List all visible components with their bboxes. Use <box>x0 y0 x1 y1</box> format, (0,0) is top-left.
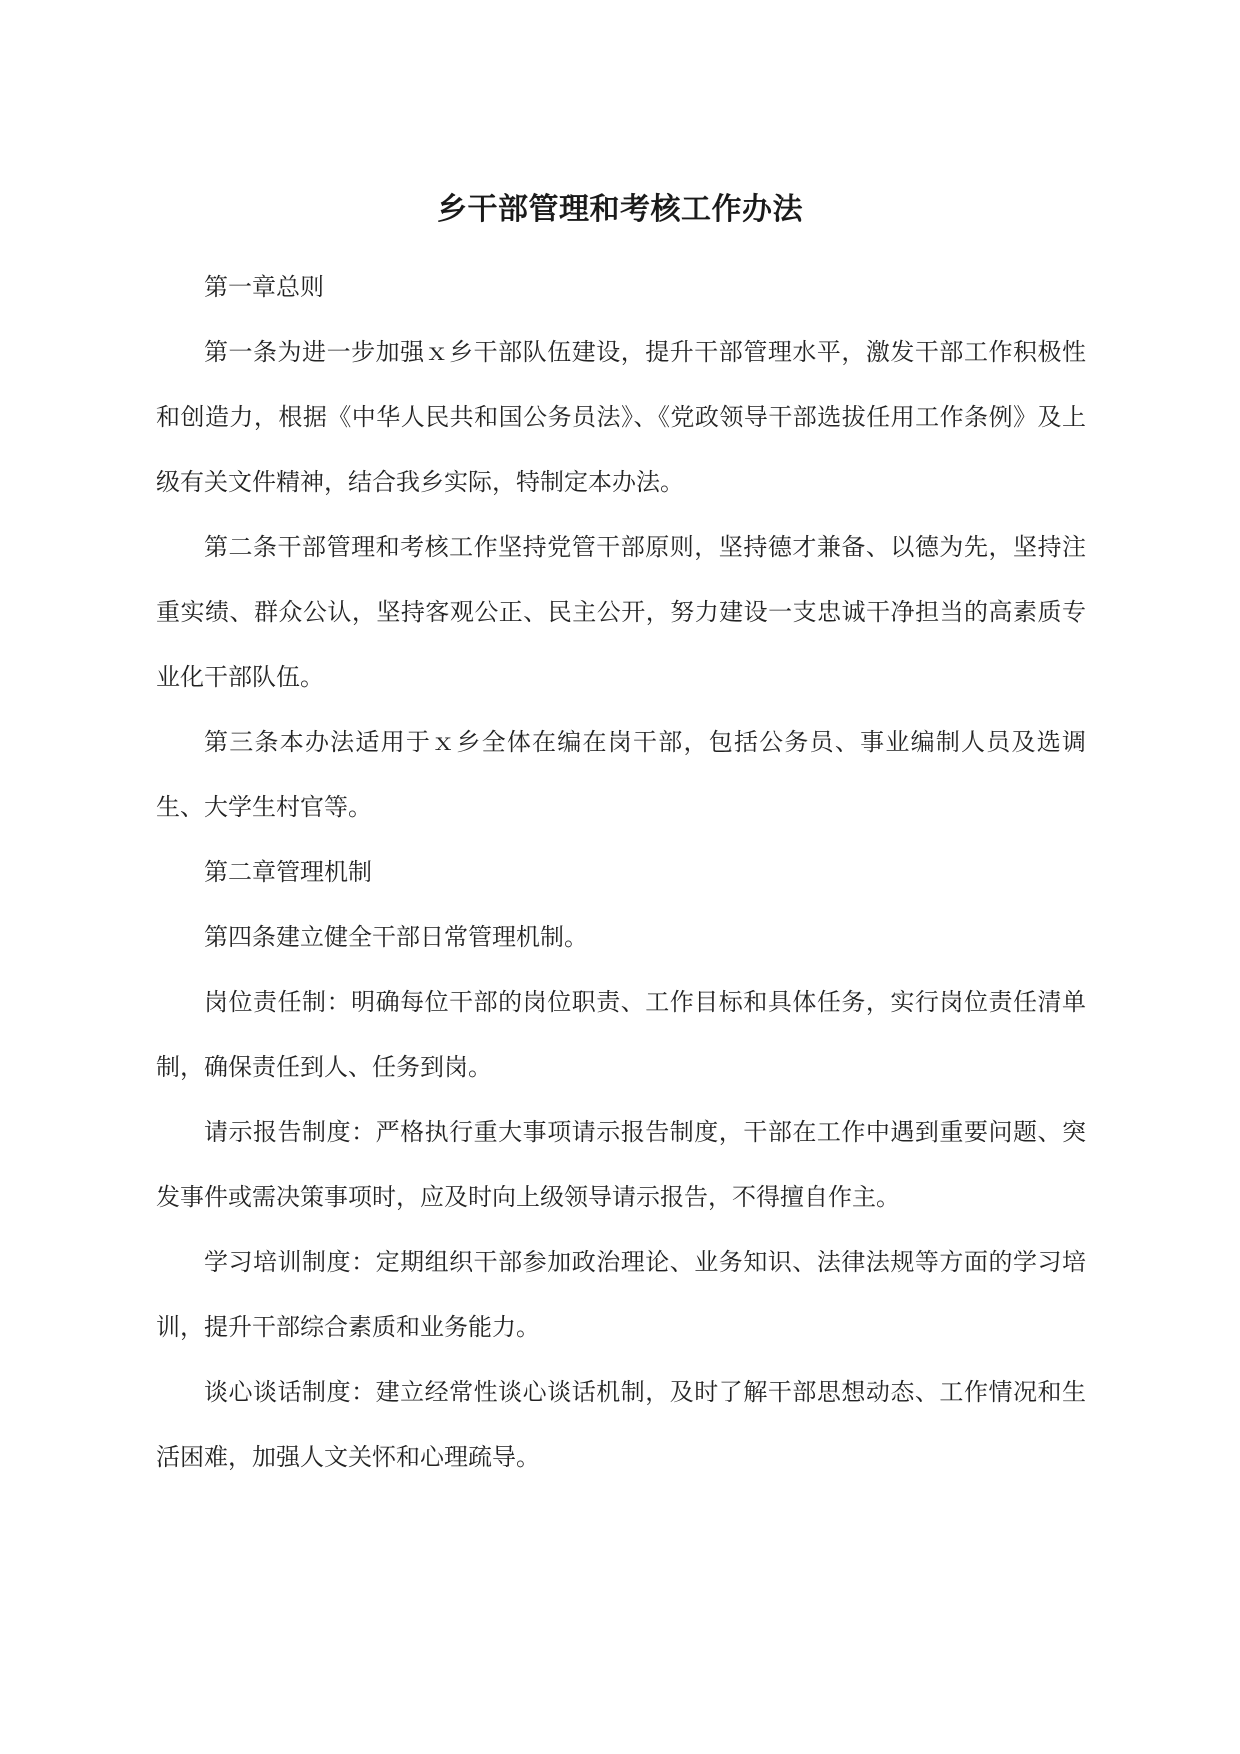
training-system-paragraph: 学习培训制度：定期组织干部参加政治理论、业务知识、法律法规等方面的学习培训，提升干部综合素质和业务能力。 <box>156 1248 1086 1341</box>
article-3-paragraph: 第三条本办法适用于ｘ乡全体在编在岗干部，包括公务员、事业编制人员及选调生、大学生村官等。 <box>156 728 1086 821</box>
article-1-paragraph: 第一条为进一步加强ｘ乡干部队伍建设，提升干部管理水平，激发干部工作积极性和创造力，根据《中华人民共和国公务员法》、《党政领导干部选拔任用工作条例》及上级有关文件精神，结合我乡实际，特制定本办法。 <box>156 338 1086 496</box>
chapter-heading-management: 第二章管理机制 <box>204 858 372 886</box>
article-4-paragraph: 第四条建立健全干部日常管理机制。 <box>204 923 588 951</box>
article-2-paragraph: 第二条干部管理和考核工作坚持党管干部原则，坚持德才兼备、以德为先，坚持注重实绩、群众公认，坚持客观公正、民主公开，努力建设一支忠诚干净担当的高素质专业化干部队伍。 <box>156 533 1086 691</box>
job-responsibility-paragraph: 岗位责任制：明确每位干部的岗位职责、工作目标和具体任务，实行岗位责任清单制，确保责任到人、任务到岗。 <box>156 988 1086 1081</box>
document-title: 乡干部管理和考核工作办法 <box>437 192 803 227</box>
talk-system-paragraph: 谈心谈话制度：建立经常性谈心谈话机制，及时了解干部思想动态、工作情况和生活困难，加强人文关怀和心理疏导。 <box>156 1378 1086 1471</box>
reporting-system-paragraph: 请示报告制度：严格执行重大事项请示报告制度，干部在工作中遇到重要问题、突发事件或需决策事项时，应及时向上级领导请示报告，不得擅自作主。 <box>156 1118 1086 1211</box>
chapter-heading-general: 第一章总则 <box>204 273 324 301</box>
document-body <box>156 255 1086 1490</box>
